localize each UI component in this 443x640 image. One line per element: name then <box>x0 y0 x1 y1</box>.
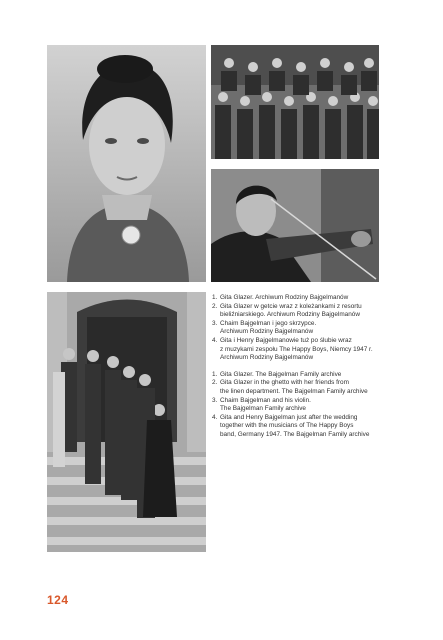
caption-text: Gita Glazer. Archiwum Rodziny Bajgelmanów <box>220 294 349 301</box>
violin-photo <box>211 169 379 282</box>
caption-number: 4. <box>212 413 218 421</box>
page-number: 124 <box>47 593 69 607</box>
caption-item <box>212 397 394 414</box>
steps-photo <box>47 292 206 552</box>
caption-item <box>212 337 394 363</box>
caption-item <box>212 371 394 380</box>
caption-text: Gita i Henry Bajgelmanowie tuż po ślubie wraz z muzykami zespołu The Happy Boys, Niemcy 1947 r. Archiwum Rodziny Bajgelmanów <box>220 336 373 362</box>
group-photo-image <box>211 45 379 159</box>
caption-number: 3. <box>212 396 218 404</box>
steps-photo-image <box>47 292 206 552</box>
captions <box>212 294 394 448</box>
caption-number: 2. <box>212 302 218 310</box>
caption-item <box>212 303 394 320</box>
captions-english <box>212 371 394 440</box>
caption-item <box>212 294 394 303</box>
caption-text: Gita Glazer in the ghetto with her friends from the linen department. The Bajgelman Family archive <box>220 379 368 395</box>
captions-polish <box>212 294 394 363</box>
caption-text: Chaim Bajgelman i jego skrzypce. Archiwum Rodziny Bajgelmanów <box>220 319 317 336</box>
violin-photo-image <box>211 169 379 282</box>
caption-number: 3. <box>212 319 218 327</box>
caption-item <box>212 320 394 337</box>
group-photo <box>211 45 379 159</box>
portrait-photo <box>47 45 206 282</box>
caption-number: 1. <box>212 370 218 378</box>
caption-item <box>212 414 394 440</box>
caption-text: Gita Glazer w getcie wraz z koleżankami z resortu bieliźniarskiego. Archiwum Rodziny Bajgelmanów <box>220 302 362 319</box>
caption-item <box>212 379 394 396</box>
caption-number: 1. <box>212 294 218 301</box>
caption-text: Chaim Bajgelman and his violin. The Bajgelman Family archive <box>220 396 311 413</box>
caption-number: 4. <box>212 336 218 344</box>
caption-text: Gita Glazer. The Bajgelman Family archive <box>220 370 342 378</box>
caption-text: Gita and Henry Bajgelman just after the wedding together with the musicians of The Happy Boys band, Germany 1947. The Bajgelman Family archive <box>220 413 370 438</box>
caption-number: 2. <box>212 379 218 387</box>
portrait-photo-image <box>47 45 206 282</box>
